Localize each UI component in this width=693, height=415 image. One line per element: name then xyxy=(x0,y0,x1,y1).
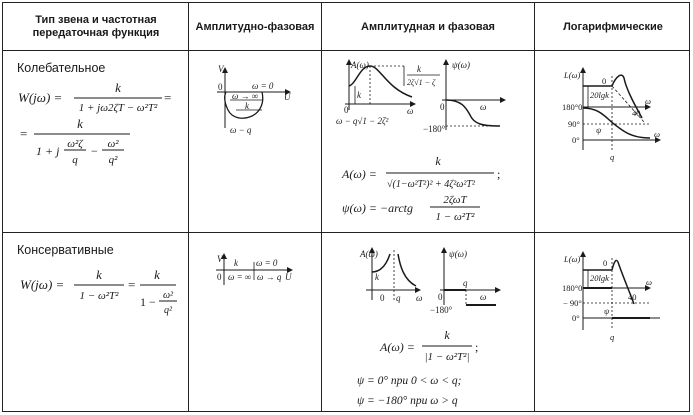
semicolon: ; xyxy=(497,167,501,181)
row-title-conservative: Консервативные xyxy=(17,243,114,257)
row1-nyquist-plot xyxy=(217,64,291,135)
v-label: V xyxy=(218,64,224,74)
psi-label: ψ xyxy=(596,125,602,135)
q-label: q xyxy=(396,293,401,303)
omega-label: ω xyxy=(646,277,653,287)
ratio-label: 2ζ√1 − ζ xyxy=(407,78,436,87)
row2-log-plot xyxy=(562,252,660,342)
lgk-label: 20lgk xyxy=(590,90,609,100)
psi-rule-2: ψ = −180° при ω > q xyxy=(357,395,458,407)
a-formula-lhs: A(ω) = xyxy=(380,340,415,354)
header-logarithmic: Логарифмические xyxy=(563,20,663,33)
row1-amplitude-plot xyxy=(336,60,440,126)
psi-rule-1: ψ = 0° при 0 < ω < q; xyxy=(357,375,462,387)
w-lhs: W(jω) = xyxy=(18,90,63,105)
semicolon: ; xyxy=(475,340,479,354)
header-amplitude-phase: Амплитудно-фазовая xyxy=(195,20,315,33)
zero-label: 0 xyxy=(440,102,445,112)
deg-0-label: 0° xyxy=(572,313,580,323)
k-label: k xyxy=(375,272,379,282)
k-label: k xyxy=(245,101,249,111)
k-label: k xyxy=(417,64,421,74)
row2-formulas xyxy=(357,328,478,407)
equals-sign: = xyxy=(20,126,28,141)
zero-label: 0 xyxy=(344,105,349,115)
q-label: q xyxy=(610,152,615,162)
omega-q-label: ω → q xyxy=(257,272,282,282)
w2-den-num: ω² xyxy=(162,290,174,301)
q-label: q xyxy=(610,332,615,342)
u-label: U xyxy=(284,92,291,102)
a-formula-den: |1 − ω²T²| xyxy=(424,351,470,363)
w2-den-a: 1 − xyxy=(140,295,156,309)
psi-formula-den: 1 − ω²T² xyxy=(435,211,475,223)
omega-label: ω xyxy=(480,102,487,112)
zero-label: 0 xyxy=(603,258,608,268)
minus-180-label: −180° xyxy=(423,124,446,134)
minus-180-label: −180° xyxy=(430,305,453,315)
deg-180-label: 180°0 xyxy=(562,283,583,293)
w2-den-den: q² xyxy=(164,305,172,316)
psi-formula-num: 2ζωT xyxy=(443,194,467,206)
psi-label: ψ(ω) xyxy=(449,249,467,259)
omega-infinity-label: ω → ∞ xyxy=(232,91,259,101)
deg-90-label: 90° xyxy=(568,119,580,129)
w2-frac1-den: q xyxy=(72,154,78,166)
equals-sign: = xyxy=(128,277,136,292)
deg-0-label: 0° xyxy=(572,135,580,145)
row2-phase-plot xyxy=(430,248,500,315)
minus-sign: − xyxy=(91,144,98,158)
omega-label-2: ω xyxy=(654,129,661,139)
k-label: k xyxy=(234,258,238,268)
omega-q-label: ω − q xyxy=(230,125,252,135)
deg-90-label: − 90° xyxy=(563,298,582,308)
row2-transfer-function xyxy=(20,267,177,316)
w2-numerator: k xyxy=(77,116,83,131)
zero-label: 0 xyxy=(602,76,607,86)
w2-frac2-den: q² xyxy=(108,154,118,166)
row1-formulas xyxy=(341,154,500,223)
w-numerator: k xyxy=(96,267,102,282)
omega-zero-label: ω = 0 xyxy=(252,81,274,91)
l-label: L(ω) xyxy=(564,254,581,264)
lgk-label: 20lgk xyxy=(590,273,609,283)
a-label: A(ω) xyxy=(351,60,369,70)
zero-label: 0 xyxy=(217,272,222,282)
row1-transfer-function xyxy=(18,80,171,166)
row-title-oscillatory: Колебательное xyxy=(17,61,106,75)
omega-label: ω xyxy=(416,293,423,303)
w-numerator: k xyxy=(115,80,121,95)
psi-formula-lhs: ψ(ω) = −arctg xyxy=(342,201,413,215)
a-formula-num: k xyxy=(435,154,441,168)
a-formula-num: k xyxy=(444,328,450,342)
row1-log-plot xyxy=(562,68,660,162)
slope-40-label: 40 xyxy=(632,108,641,118)
equals-sign: = xyxy=(164,90,172,105)
omega-label: ω xyxy=(645,96,652,106)
row2-nyquist-plot xyxy=(216,254,292,285)
omega-infinity-label: ω = ∞ xyxy=(228,272,252,282)
deg-180-label: 180°0 xyxy=(562,102,583,112)
row2-amplitude-plot xyxy=(359,248,422,303)
zero-label: 0 xyxy=(380,293,385,303)
amplitude-curve-high xyxy=(398,254,416,286)
w-denominator: 1 + jω2ζT − ω²T² xyxy=(78,102,158,114)
q-label: q xyxy=(463,278,468,288)
zero-label: 0 xyxy=(438,292,443,302)
w2-numerator: k xyxy=(154,267,160,282)
a-formula-lhs: A(ω) = xyxy=(342,167,377,181)
a-label: A(ω) xyxy=(360,249,378,259)
u-label: U xyxy=(285,272,292,282)
w2-frac1-num: ω²ζ xyxy=(67,138,83,150)
a-formula-den: √(1−ω²T²)² + 4ζ²ω²T² xyxy=(387,179,475,190)
header-amplitude-and-phase: Амплитудная и фазовая xyxy=(361,20,495,33)
w-denominator: 1 − ω²T² xyxy=(79,290,119,302)
header-type: Тип звена и частотная передаточная функция xyxy=(32,14,160,39)
v-label: V xyxy=(217,254,223,264)
slope-40-label: 40 xyxy=(628,292,637,302)
psi-label: ψ xyxy=(604,306,610,316)
phase-curve xyxy=(446,100,500,126)
omega-q-label: ω − q√1 − 2ζ² xyxy=(336,116,389,126)
psi-label: ψ(ω) xyxy=(452,60,470,70)
zero-label: 0 xyxy=(218,82,223,92)
omega-zero-label: ω = 0 xyxy=(256,258,278,268)
omega-label: ω xyxy=(407,106,414,116)
l-label: L(ω) xyxy=(564,70,581,80)
omega-label: ω xyxy=(480,292,487,302)
w2-den-a: 1 + j xyxy=(36,144,60,158)
w-lhs: W(jω) = xyxy=(20,277,65,292)
k-label: k xyxy=(357,90,361,100)
w2-frac2-num: ω² xyxy=(107,138,119,150)
row1-phase-plot xyxy=(423,60,505,134)
